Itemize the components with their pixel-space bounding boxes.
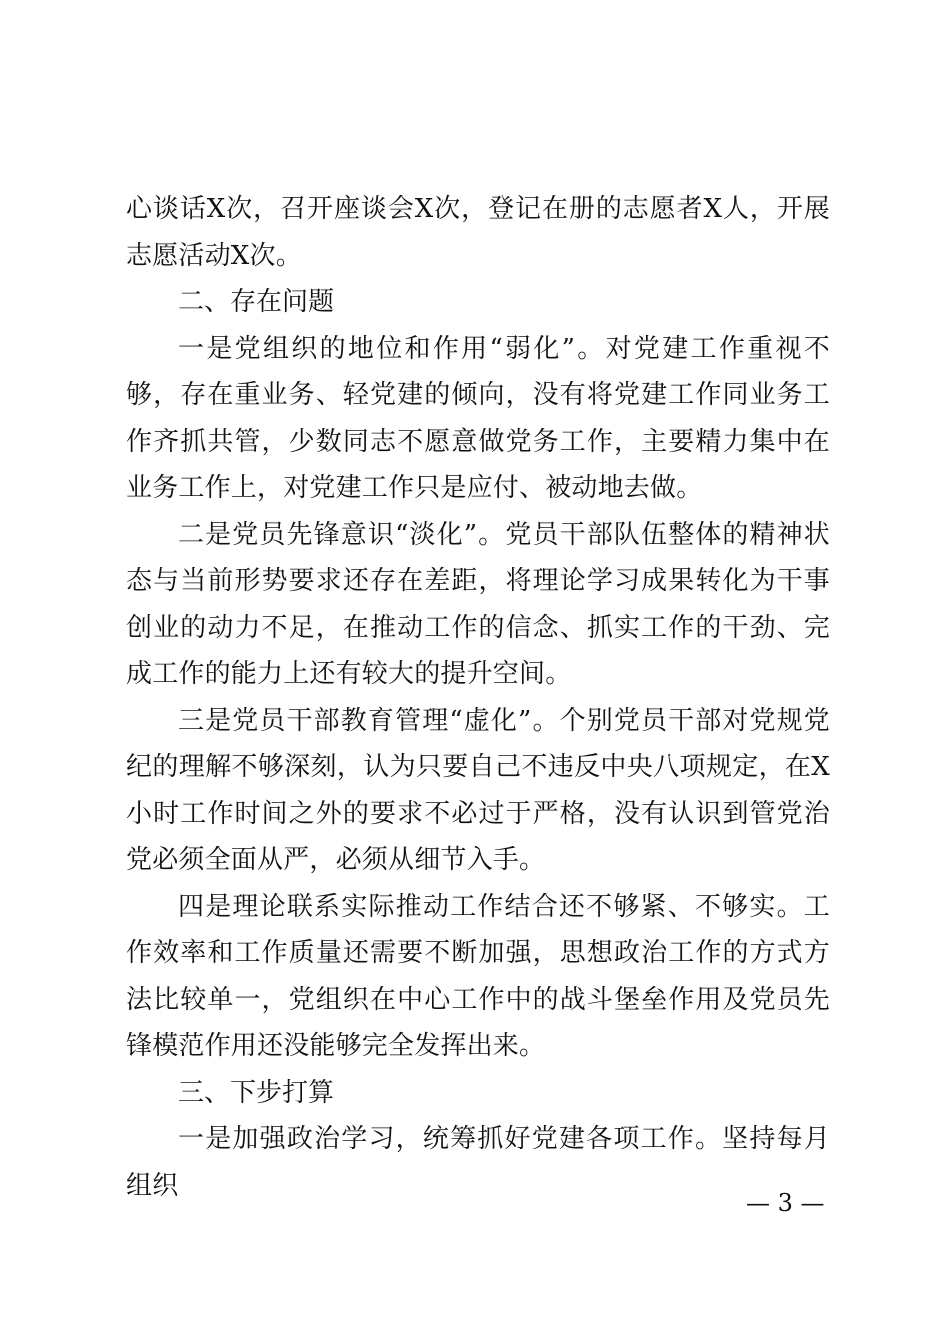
problem-paragraph-2: 二是党员先锋意识“淡化”。党员干部队伍整体的精神状态与当前形势要求还存在差距，将理论学习成果转化为干事创业的动力不足，在推动工作的信念、抓实工作的干劲、完成工作的能力上还有较大的提升空间。 (126, 519, 830, 689)
page-number: — 3 — (746, 1189, 825, 1217)
plan-paragraph-1: 一是加强政治学习，统筹抓好党建各项工作。坚持每月组织 (126, 1124, 830, 1201)
problem-paragraph-3: 三是党员干部教育管理“虚化”。个别党员干部对党规党纪的理解不够深刻，认为只要自己不违反中央八项规定，在X小时工作时间之外的要求不必过于严格，没有认识到管党治党必须全面从严，必须从细节入手。 (126, 705, 830, 875)
section-heading-next-steps: 三、下步打算 (178, 1077, 335, 1108)
section-heading-problems: 二、存在问题 (178, 287, 335, 317)
document-body (126, 186, 830, 1209)
continuation-paragraph: 心谈话X次，召开座谈会X次，登记在册的志愿者X人，开展志愿活动X次。 (126, 194, 830, 271)
problem-paragraph-4: 四是理论联系实际推动工作结合还不够紧、不够实。工作效率和工作质量还需要不断加强，思想政治工作的方式方法比较单一，党组织在中心工作中的战斗堡垒作用及党员先锋模范作用还没能够完全发挥出来。 (126, 891, 830, 1061)
problem-paragraph-1: 一是党组织的地位和作用“弱化”。对党建工作重视不够，存在重业务、轻党建的倾向，没有将党建工作同业务工作齐抓共管，少数同志不愿意做党务工作，主要精力集中在业务工作上，对党建工作只是应付、被动地去做。 (126, 333, 830, 503)
